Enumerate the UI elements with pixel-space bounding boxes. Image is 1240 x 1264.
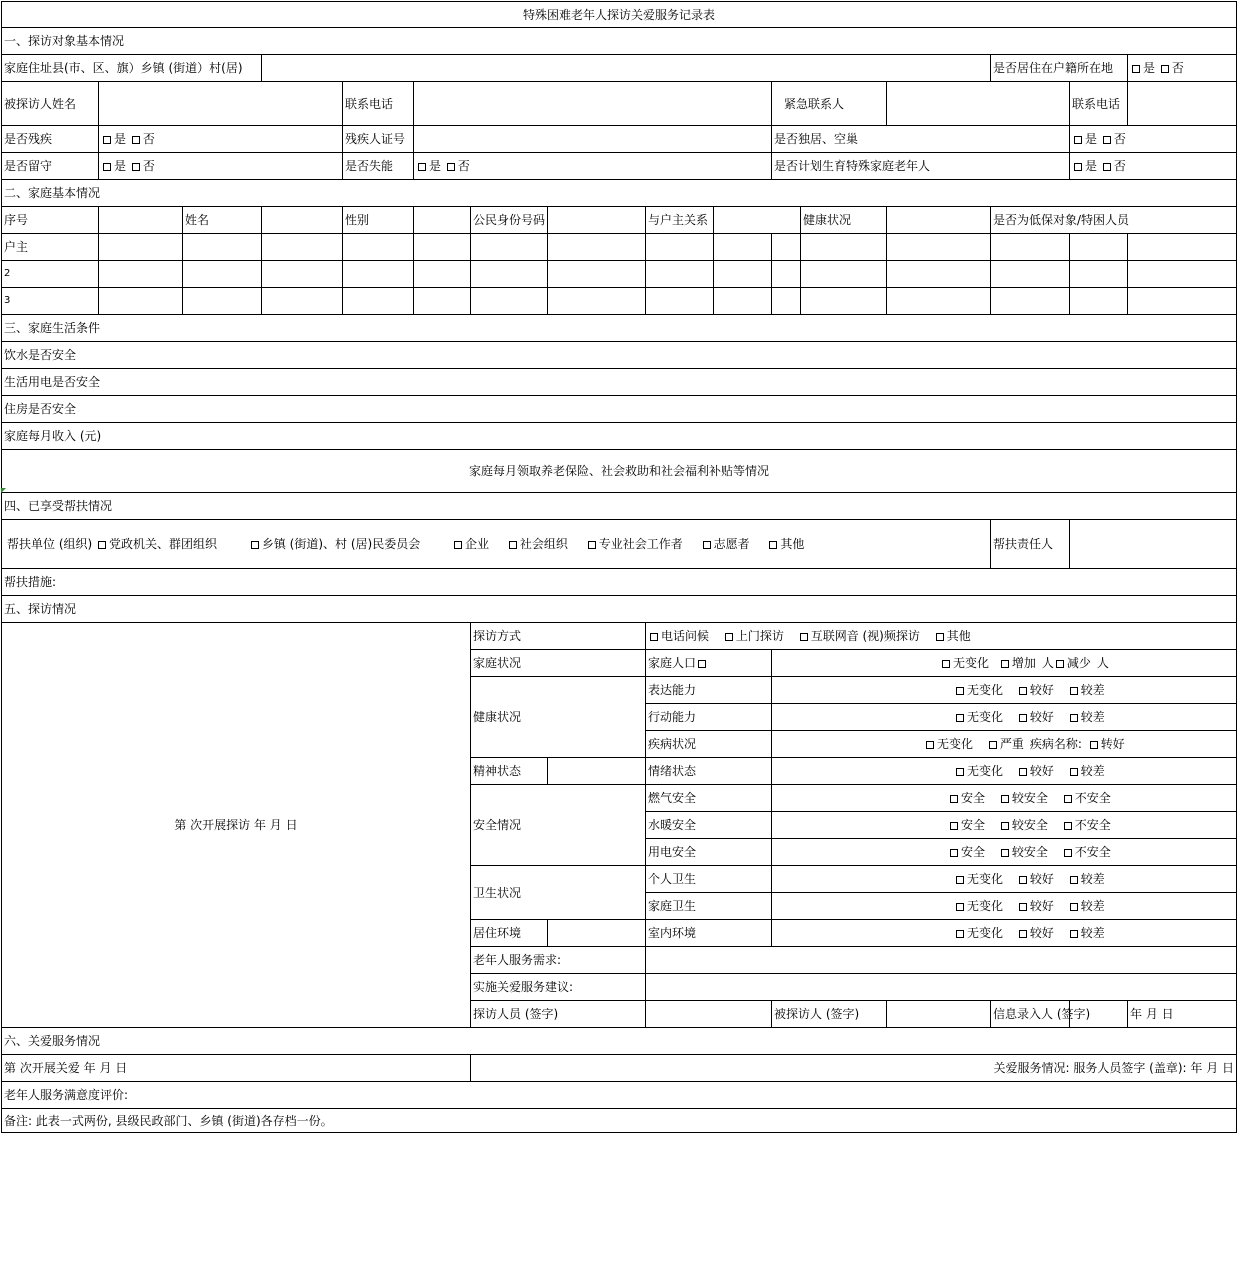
incapacity-label: 是否失能 <box>343 153 414 180</box>
cell-marker-icon <box>1 488 6 493</box>
disabled-label: 是否残疾 <box>2 126 99 153</box>
unit-volunteer-checkbox[interactable] <box>703 541 711 549</box>
option-label: 安全 <box>961 791 986 805</box>
table-cell[interactable] <box>343 234 414 261</box>
option-label: 无变化 <box>967 710 1004 724</box>
disease-name-label: 疾病名称: <box>1029 737 1082 751</box>
heating-label: 水暖安全 <box>646 812 772 839</box>
reside-options <box>1128 55 1237 82</box>
unit-social-org-checkbox[interactable] <box>509 541 517 549</box>
gender-header: 性别 <box>343 207 414 234</box>
expression-nochange-checkbox[interactable] <box>956 687 964 695</box>
table-cell[interactable] <box>646 261 714 288</box>
option-label: 无变化 <box>967 926 1004 940</box>
table-cell[interactable] <box>343 261 414 288</box>
heating-safe-checkbox[interactable] <box>950 822 958 830</box>
table-cell[interactable] <box>548 288 646 315</box>
empty-header <box>714 207 801 234</box>
health-header: 健康状况 <box>801 207 887 234</box>
option-label: 无变化 <box>967 899 1004 913</box>
disabled-no-checkbox[interactable] <box>132 136 140 144</box>
form-title: 特殊困难老年人探访关爱服务记录表 <box>2 2 1237 28</box>
mood-nochange-checkbox[interactable] <box>956 768 964 776</box>
no-label: 否 <box>1113 132 1126 146</box>
living-env-label: 居住环境 <box>471 920 548 947</box>
table-cell[interactable] <box>414 288 471 315</box>
table-cell[interactable] <box>801 261 887 288</box>
family-planning-yes-checkbox[interactable] <box>1074 163 1082 171</box>
personal-hygiene-options <box>772 866 1237 893</box>
method-phone-checkbox[interactable] <box>650 633 658 641</box>
family-status-label: 家庭状况 <box>471 650 646 677</box>
left-behind-label: 是否留守 <box>2 153 99 180</box>
row-label: 3 <box>2 288 99 315</box>
expression-label: 表达能力 <box>646 677 772 704</box>
table-cell[interactable] <box>887 288 991 315</box>
gas-fair-checkbox[interactable] <box>1001 795 1009 803</box>
disabled-cert-field[interactable] <box>414 126 772 153</box>
option-label: 较差 <box>1080 764 1105 778</box>
method-online-checkbox[interactable] <box>800 633 808 641</box>
yes-label: 是 <box>1085 132 1098 146</box>
option-label: 较好 <box>1029 926 1054 940</box>
table-cell[interactable] <box>343 288 414 315</box>
disabled-options <box>99 126 343 153</box>
care-right[interactable]: 关爱服务情况: 服务人员签字 (盖章): 年 月 日 <box>471 1055 1237 1082</box>
expression-worse-checkbox[interactable] <box>1070 687 1078 695</box>
option-label: 较安全 <box>1011 845 1048 859</box>
housing-safety-row[interactable]: 住房是否安全 <box>2 396 1237 423</box>
alone-yes-checkbox[interactable] <box>1074 136 1082 144</box>
table-cell[interactable] <box>991 234 1070 261</box>
table-cell[interactable] <box>414 234 471 261</box>
table-cell[interactable] <box>1070 234 1128 261</box>
table-cell[interactable] <box>772 234 801 261</box>
option-label: 较好 <box>1029 899 1054 913</box>
disabled-cert-label: 残疾人证号 <box>343 126 414 153</box>
expression-better-checkbox[interactable] <box>1019 687 1027 695</box>
indoor-env-label: 室内环境 <box>646 920 772 947</box>
empty-header <box>262 207 343 234</box>
power-unsafe-checkbox[interactable] <box>1064 849 1072 857</box>
option-label: 无变化 <box>937 737 974 751</box>
option-label: 较好 <box>1029 764 1054 778</box>
mobility-better-checkbox[interactable] <box>1019 714 1027 722</box>
table-cell[interactable] <box>646 234 714 261</box>
no-label: 否 <box>457 159 470 173</box>
table-cell[interactable] <box>183 261 262 288</box>
table-cell[interactable] <box>1128 234 1237 261</box>
measures-row[interactable]: 帮扶措施: <box>2 569 1237 596</box>
table-cell[interactable] <box>99 288 183 315</box>
unit-volunteer-label: 志愿者 <box>713 537 750 551</box>
disease-nochange-checkbox[interactable] <box>926 741 934 749</box>
table-cell[interactable] <box>262 261 343 288</box>
table-cell[interactable] <box>471 288 548 315</box>
option-label: 较差 <box>1080 710 1105 724</box>
option-label: 较安全 <box>1011 791 1048 805</box>
visit-caption: 第 次开展探访 年 月 日 <box>2 623 471 1028</box>
option-label: 较安全 <box>1011 818 1048 832</box>
no-label: 否 <box>1113 159 1126 173</box>
personal-nochange-checkbox[interactable] <box>956 876 964 884</box>
personal-worse-checkbox[interactable] <box>1070 876 1078 884</box>
option-label: 较差 <box>1080 683 1105 697</box>
power-label: 用电安全 <box>646 839 772 866</box>
dibao-header: 是否为低保对象/特困人员 <box>991 207 1237 234</box>
visitor-sign-field[interactable] <box>646 1001 772 1028</box>
table-cell[interactable] <box>262 234 343 261</box>
emergency-field[interactable] <box>887 82 1070 126</box>
needs-label: 老年人服务需求: <box>471 947 646 974</box>
visitor-sign-label: 探访人员 (签字) <box>471 1001 646 1028</box>
method-label: 探访方式 <box>471 623 646 650</box>
name-header: 姓名 <box>183 207 262 234</box>
recorder-sign-label: 信息录入人 (签字) <box>991 1001 1070 1028</box>
responsible-label: 帮扶责任人 <box>991 520 1070 569</box>
method-door-checkbox[interactable] <box>725 633 733 641</box>
gas-unsafe-checkbox[interactable] <box>1064 795 1072 803</box>
incapacity-yes-checkbox[interactable] <box>418 163 426 171</box>
table-cell[interactable] <box>887 234 991 261</box>
family-population-cell <box>646 650 772 677</box>
table-row <box>2 288 1237 315</box>
satisfaction-row[interactable]: 老年人服务满意度评价: <box>2 1082 1237 1109</box>
no-label: 否 <box>142 159 155 173</box>
record-form <box>1 1 1237 1133</box>
empty-header <box>99 207 183 234</box>
seq-header: 序号 <box>2 207 99 234</box>
unit-other-label: 其他 <box>780 537 805 551</box>
heating-fair-checkbox[interactable] <box>1001 822 1009 830</box>
option-label: 较差 <box>1080 899 1105 913</box>
living-env-field[interactable] <box>548 920 646 947</box>
no-label: 否 <box>1171 61 1184 75</box>
family-add-unit: 人 <box>1041 656 1054 670</box>
reside-label: 是否居住在户籍所在地 <box>991 55 1128 82</box>
disabled-yes-checkbox[interactable] <box>103 136 111 144</box>
family-add-checkbox[interactable] <box>1001 660 1009 668</box>
responsible-field[interactable] <box>1070 520 1237 569</box>
family-population-label: 家庭人口 <box>648 656 697 670</box>
table-cell[interactable] <box>772 288 801 315</box>
note-row: 备注: 此表一式两份, 县级民政部门、乡镇 (街道)各存档一份。 <box>2 1109 1237 1133</box>
yes-label: 是 <box>429 159 442 173</box>
option-label: 较好 <box>1029 710 1054 724</box>
support-unit-label: 帮扶单位 (组织) <box>7 537 93 551</box>
pension-row[interactable]: 家庭每月领取养老保险、社会救助和社会福利补贴等情况 <box>2 450 1237 493</box>
personal-hygiene-label: 个人卫生 <box>646 866 772 893</box>
table-cell[interactable] <box>471 234 548 261</box>
phone-label: 联系电话 <box>343 82 414 126</box>
table-cell[interactable] <box>714 234 772 261</box>
unit-other-checkbox[interactable] <box>769 541 777 549</box>
reside-no-checkbox[interactable] <box>1161 65 1169 73</box>
mood-options <box>772 758 1237 785</box>
option-label: 无变化 <box>967 683 1004 697</box>
method-phone-label: 电话问候 <box>661 629 710 643</box>
heating-unsafe-checkbox[interactable] <box>1064 822 1072 830</box>
visitee-sign-label: 被探访人 (签字) <box>772 1001 887 1028</box>
alone-label: 是否独居、空巢 <box>772 126 1070 153</box>
name-label: 被探访人姓名 <box>2 82 99 126</box>
mobility-options <box>772 704 1237 731</box>
family-population-options <box>772 650 1237 677</box>
alone-no-checkbox[interactable] <box>1103 136 1111 144</box>
table-cell[interactable] <box>183 234 262 261</box>
table-cell[interactable] <box>1128 288 1237 315</box>
mood-better-checkbox[interactable] <box>1019 768 1027 776</box>
table-cell[interactable] <box>646 288 714 315</box>
mobility-nochange-checkbox[interactable] <box>956 714 964 722</box>
option-label: 不安全 <box>1074 845 1111 859</box>
row-label: 户主 <box>2 234 99 261</box>
gas-label: 燃气安全 <box>646 785 772 812</box>
table-cell[interactable] <box>1128 261 1237 288</box>
section5-heading: 五、探访情况 <box>2 596 1237 623</box>
safety-label: 安全情况 <box>471 785 646 866</box>
phone2-field[interactable] <box>1128 82 1237 126</box>
yes-label: 是 <box>1085 159 1098 173</box>
option-label: 较好 <box>1029 683 1054 697</box>
relation-header: 与户主关系 <box>646 207 714 234</box>
family-nochange-label: 无变化 <box>953 656 990 670</box>
table-cell[interactable] <box>262 288 343 315</box>
unit-party-checkbox[interactable] <box>98 541 106 549</box>
table-cell[interactable] <box>801 234 887 261</box>
option-label: 不安全 <box>1074 791 1111 805</box>
table-cell[interactable] <box>772 261 801 288</box>
option-label: 安全 <box>961 845 986 859</box>
option-label: 无变化 <box>967 764 1004 778</box>
address-label: 家庭住址县(市、区、旗）乡镇 (街道）村(居) <box>2 55 262 82</box>
option-label: 较差 <box>1080 926 1105 940</box>
mental-field[interactable] <box>548 758 646 785</box>
indoor-nochange-checkbox[interactable] <box>956 930 964 938</box>
family-reduce-checkbox[interactable] <box>1056 660 1064 668</box>
unit-party-label: 党政机关、群团组织 <box>109 537 218 551</box>
home-worse-checkbox[interactable] <box>1070 903 1078 911</box>
income-row[interactable]: 家庭每月收入 (元) <box>2 423 1237 450</box>
unit-village-checkbox[interactable] <box>251 541 259 549</box>
home-hygiene-label: 家庭卫生 <box>646 893 772 920</box>
care-caption[interactable]: 第 次开展关爱 年 月 日 <box>2 1055 471 1082</box>
table-cell[interactable] <box>183 288 262 315</box>
empty-header <box>414 207 471 234</box>
disease-label: 疾病状况 <box>646 731 772 758</box>
table-cell[interactable] <box>991 261 1070 288</box>
unit-social-org-label: 社会组织 <box>519 537 568 551</box>
family-reduce-label: 减少 <box>1066 656 1091 670</box>
unit-social-worker-checkbox[interactable] <box>588 541 596 549</box>
mobility-label: 行动能力 <box>646 704 772 731</box>
section6-heading: 六、关爱服务情况 <box>2 1028 1237 1055</box>
reside-yes-checkbox[interactable] <box>1132 65 1140 73</box>
gas-safe-checkbox[interactable] <box>950 795 958 803</box>
option-label: 不安全 <box>1074 818 1111 832</box>
yes-label: 是 <box>1143 61 1156 75</box>
indoor-worse-checkbox[interactable] <box>1070 930 1078 938</box>
mood-worse-checkbox[interactable] <box>1070 768 1078 776</box>
sign-date[interactable]: 年 月 日 <box>1128 1001 1237 1028</box>
option-label: 严重 <box>999 737 1024 751</box>
yes-label: 是 <box>114 159 127 173</box>
hygiene-label: 卫生状况 <box>471 866 646 920</box>
mobility-worse-checkbox[interactable] <box>1070 714 1078 722</box>
phone-field[interactable] <box>414 82 772 126</box>
emergency-label: 紧急联系人 <box>772 82 887 126</box>
table-cell[interactable] <box>99 234 183 261</box>
row-label: 2 <box>2 261 99 288</box>
alone-options <box>1070 126 1237 153</box>
table-cell[interactable] <box>1070 261 1128 288</box>
empty-header <box>548 207 646 234</box>
family-add-label: 增加 <box>1011 656 1036 670</box>
gas-options <box>772 785 1237 812</box>
yes-label: 是 <box>114 132 127 146</box>
suggest-field[interactable] <box>646 974 1237 1001</box>
table-cell[interactable] <box>414 261 471 288</box>
table-cell[interactable] <box>887 261 991 288</box>
family-population-checkbox[interactable] <box>698 660 706 668</box>
method-other-label: 其他 <box>946 629 971 643</box>
expression-options <box>772 677 1237 704</box>
electric-safety-row[interactable]: 生活用电是否安全 <box>2 369 1237 396</box>
home-hygiene-options <box>772 893 1237 920</box>
table-cell[interactable] <box>471 261 548 288</box>
family-planning-no-checkbox[interactable] <box>1103 163 1111 171</box>
table-cell[interactable] <box>99 261 183 288</box>
method-door-label: 上门探访 <box>735 629 784 643</box>
disease-serious-checkbox[interactable] <box>989 741 997 749</box>
family-planning-label: 是否计划生育特殊家庭老年人 <box>772 153 1070 180</box>
option-label: 转好 <box>1100 737 1125 751</box>
indoor-better-checkbox[interactable] <box>1019 930 1027 938</box>
unit-village-label: 乡镇 (街道)、村 (居)民委员会 <box>261 537 421 551</box>
table-cell[interactable] <box>714 261 772 288</box>
option-label: 安全 <box>961 818 986 832</box>
table-cell[interactable] <box>1070 288 1128 315</box>
table-row <box>2 261 1237 288</box>
option-label: 无变化 <box>967 872 1004 886</box>
table-cell[interactable] <box>714 288 772 315</box>
family-reduce-unit: 人 <box>1096 656 1109 670</box>
option-label: 较差 <box>1080 872 1105 886</box>
incapacity-no-checkbox[interactable] <box>447 163 455 171</box>
mental-label: 精神状态 <box>471 758 548 785</box>
phone2-label: 联系电话 <box>1070 82 1128 126</box>
incapacity-options <box>414 153 772 180</box>
disease-better-checkbox[interactable] <box>1090 741 1098 749</box>
table-cell[interactable] <box>548 234 646 261</box>
section1-heading: 一、探访对象基本情况 <box>2 28 1237 55</box>
table-cell[interactable] <box>991 288 1070 315</box>
table-row <box>2 234 1237 261</box>
personal-better-checkbox[interactable] <box>1019 876 1027 884</box>
support-unit-row <box>2 520 991 569</box>
heating-options <box>772 812 1237 839</box>
indoor-env-options <box>772 920 1237 947</box>
power-fair-checkbox[interactable] <box>1001 849 1009 857</box>
section3-heading: 三、家庭生活条件 <box>2 315 1237 342</box>
name-field[interactable] <box>99 82 343 126</box>
left-behind-options <box>99 153 343 180</box>
left-behind-no-checkbox[interactable] <box>132 163 140 171</box>
table-cell[interactable] <box>548 261 646 288</box>
option-label: 较好 <box>1029 872 1054 886</box>
family-nochange-checkbox[interactable] <box>942 660 950 668</box>
visitee-sign-field[interactable] <box>887 1001 991 1028</box>
needs-field[interactable] <box>646 947 1237 974</box>
suggest-label: 实施关爱服务建议: <box>471 974 646 1001</box>
mood-label: 情绪状态 <box>646 758 772 785</box>
no-label: 否 <box>142 132 155 146</box>
empty-header <box>887 207 991 234</box>
method-other-checkbox[interactable] <box>936 633 944 641</box>
method-online-label: 互联网音 (视)频探访 <box>810 629 920 643</box>
power-safe-checkbox[interactable] <box>950 849 958 857</box>
section2-heading: 二、家庭基本情况 <box>2 180 1237 207</box>
home-better-checkbox[interactable] <box>1019 903 1027 911</box>
unit-enterprise-label: 企业 <box>465 537 490 551</box>
health-status-label: 健康状况 <box>471 677 646 758</box>
address-field[interactable] <box>262 55 991 82</box>
unit-enterprise-checkbox[interactable] <box>454 541 462 549</box>
water-safety-row[interactable]: 饮水是否安全 <box>2 342 1237 369</box>
table-cell[interactable] <box>801 288 887 315</box>
family-planning-options <box>1070 153 1237 180</box>
home-nochange-checkbox[interactable] <box>956 903 964 911</box>
method-options <box>646 623 1237 650</box>
unit-social-worker-label: 专业社会工作者 <box>598 537 683 551</box>
section4-heading: 四、已享受帮扶情况 <box>2 493 1237 520</box>
id-header: 公民身份号码 <box>471 207 548 234</box>
disease-options <box>772 731 1237 758</box>
left-behind-yes-checkbox[interactable] <box>103 163 111 171</box>
power-options <box>772 839 1237 866</box>
